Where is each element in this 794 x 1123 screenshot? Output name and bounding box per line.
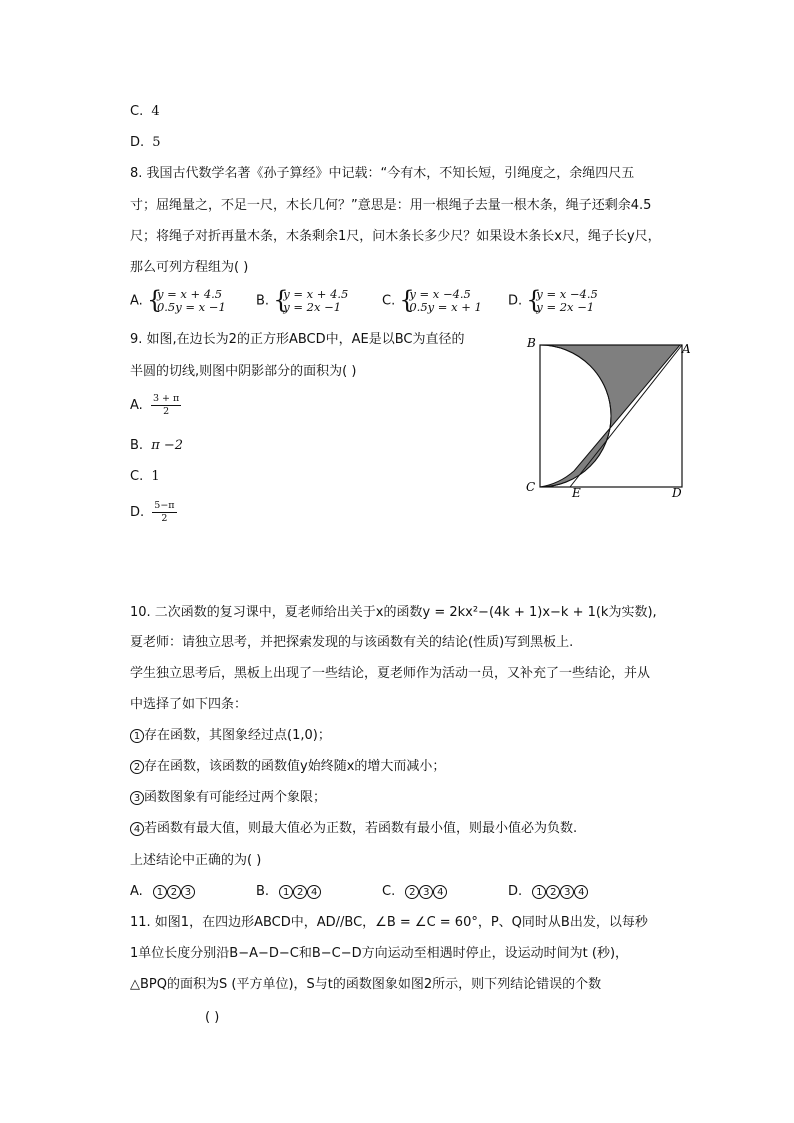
q9-option-d: D. $\frac{5-\pi}{2}$ [130,500,175,524]
label-c: C [526,480,536,494]
equation-system: { y = x + 4.5 0.5y = x −1 [146,286,226,314]
q9-square-figure [520,335,700,505]
circled-number: 4 [307,885,321,899]
q10-option-c: C. 2 3 4 [382,884,447,900]
q10-statement-4: 4 若函数有最大值，则最大值必为正数，若函数有最小值，则最小值必为负数. [130,820,577,838]
q9-stem-line-2: 半圆的切线,则图中阴影部分的面积为( ) [130,364,357,379]
circled-number: 2 [293,885,307,899]
circled-number: 2 [405,885,419,899]
q10-stem-line-4: 中选择了如下四条： [130,697,248,712]
q8-stem-line-3: 尺；将绳子对折再量木条，木条剩余1尺，问木条长多少尺？如果设木条长x尺，绳子长y尺， [130,229,661,244]
equation-system: { y = x −4.5 y = 2x −1 [526,286,598,314]
circled-number: 1 [130,729,144,743]
q9-option-a: A. $\frac{3 + \pi}{2}$ [130,393,180,417]
circled-number: 3 [181,885,195,899]
circled-number: 2 [167,885,181,899]
circled-number: 4 [574,885,588,899]
label-d: D [672,486,682,500]
circled-number: 1 [532,885,546,899]
q7-option-c: C. 4 [130,104,160,119]
label-e: E [572,486,581,500]
q8-stem-line-1: 8. 我国古代数学名著《孙子算经》中记载：“今有木，不知长短，引绳度之，余绳四尺五 [130,166,635,181]
q8-option-a: A. { y = x + 4.5 0.5y = x −1 [130,286,226,314]
q10-option-b: B. 1 2 4 [256,884,321,900]
circled-number: 3 [419,885,433,899]
shaded-region [540,345,680,487]
q8-stem-line-2: 寸；屈绳量之，不足一尺，木长几何？”意思是：用一根绳子去量一根木条，绳子还剩余4.5 [130,198,652,213]
q10-stem-line-3: 学生独立思考后，黑板上出现了一些结论，夏老师作为活动一员，又补充了一些结论，并从 [130,666,651,681]
circled-number: 2 [130,760,144,774]
q10-question: 上述结论中正确的为( ) [130,853,262,868]
q10-stem-line-1: 10. 二次函数的复习课中，夏老师给出关于x的函数y = 2kx²−(4k + 1)x−k + 1(k为实数), [130,605,657,620]
q8-option-c: C. { y = x −4.5 0.5y = x + 1 [382,286,482,314]
q9-option-b: B. π −2 [130,438,184,453]
q10-option-a: A. 1 2 3 [130,884,195,900]
equation-system: { y = x + 4.5 y = 2x −1 [273,286,349,314]
circled-number: 1 [153,885,167,899]
label-a: A [682,342,691,356]
q11-stem-line-1: 11. 如图1，在四边形ABCD中，AD//BC，∠B = ∠C = 60°，P、Q同时从B出发，以每秒 [130,915,648,930]
q10-option-d: D. 1 2 3 4 [508,884,588,900]
q10-statement-2: 2 存在函数，该函数的函数值y始终随x的增大而减小； [130,758,445,776]
q7-option-d: D. 5 [130,135,161,150]
q8-stem-line-4: 那么可列方程组为( ) [130,260,249,275]
q8-option-d: D. { y = x −4.5 y = 2x −1 [508,286,598,314]
q8-option-b: B. { y = x + 4.5 y = 2x −1 [256,286,349,314]
q10-statement-1: 1 存在函数，其图象经过点(1,0)； [130,727,331,745]
circled-number: 3 [560,885,574,899]
fraction: $\frac{3 + \pi}{2}$ [152,393,180,417]
q11-stem-line-2: 1单位长度分别沿B−A−D−C和B−C−D方向运动至相遇时停止，设运动时间为t (秒)， [130,946,629,961]
q9-option-c: C. 1 [130,469,160,484]
fraction: $\frac{5-\pi}{2}$ [154,500,175,524]
circled-number: 4 [130,822,144,836]
equation-system: { y = x −4.5 0.5y = x + 1 [399,286,482,314]
circled-number: 2 [546,885,560,899]
circled-number: 3 [130,791,144,805]
circled-number: 1 [279,885,293,899]
label-b: B [527,336,536,350]
q11-stem-line-3: △BPQ的面积为S (平方单位)，S与t的函数图象如图2所示，则下列结论错误的个数 [130,977,602,992]
q10-statement-3: 3 函数图象有可能经过两个象限； [130,789,326,807]
q10-stem-line-2: 夏老师：请独立思考，并把探索发现的与该函数有关的结论(性质)写到黑板上. [130,635,574,650]
circled-number: 4 [433,885,447,899]
q9-stem-line-1: 9. 如图,在边长为2的正方形ABCD中，AE是以BC为直径的 [130,332,465,347]
q11-stem-line-4: ( ) [205,1010,220,1025]
